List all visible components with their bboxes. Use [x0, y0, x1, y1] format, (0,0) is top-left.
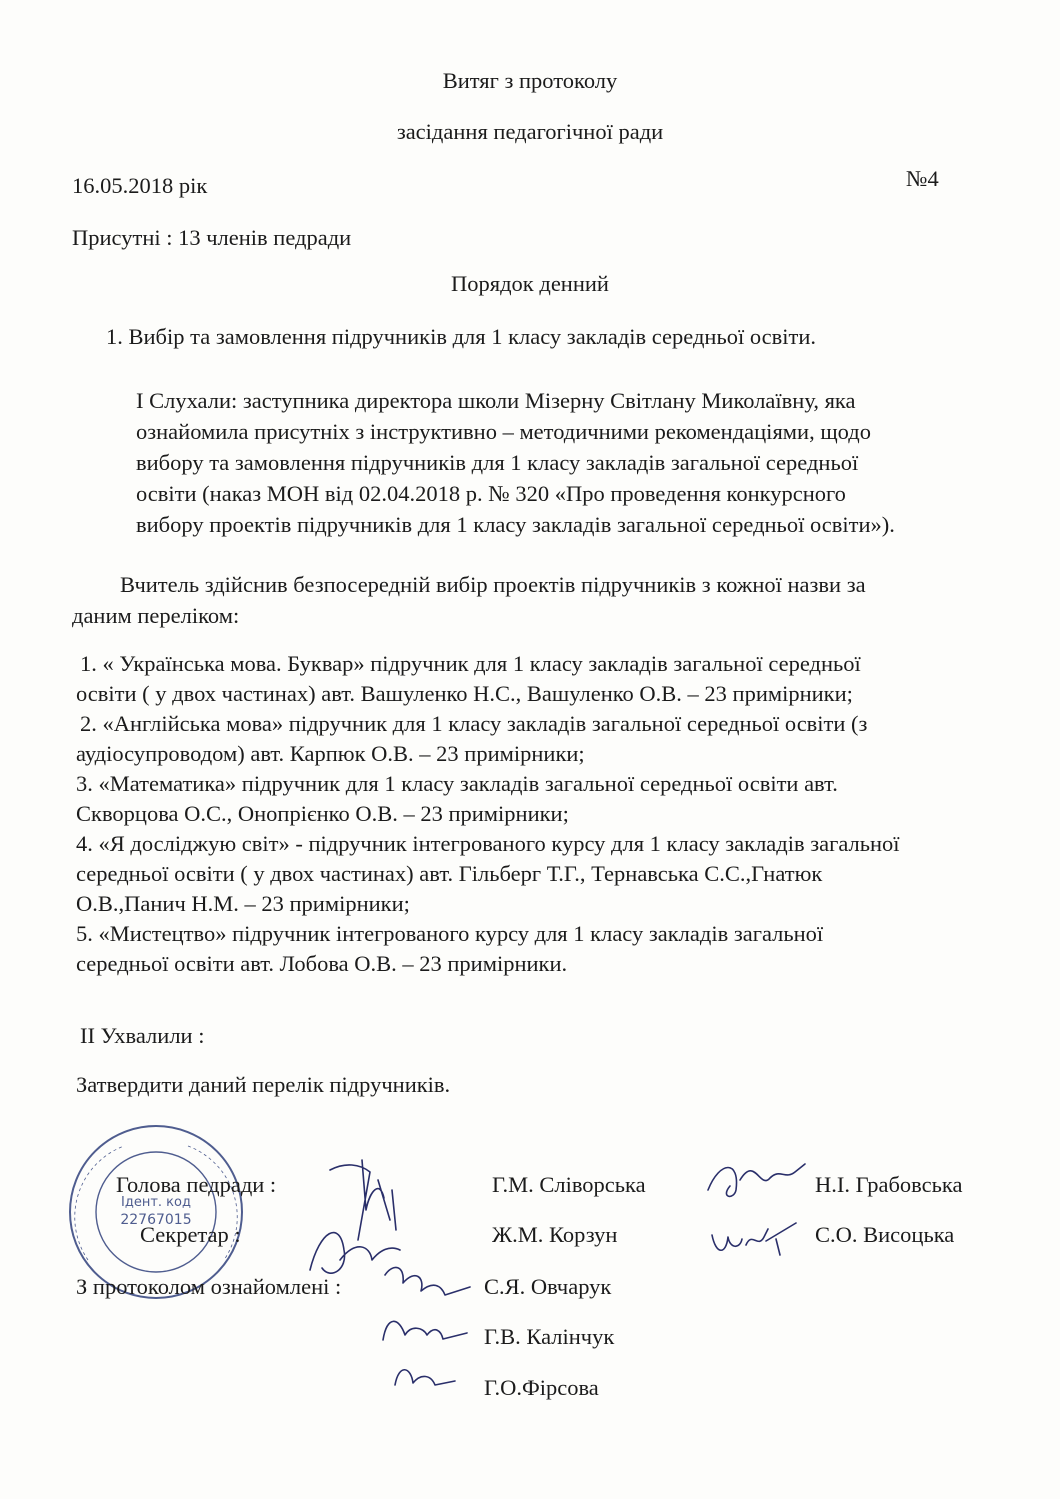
book-line: 2. «Англійська мова» підручник для 1 класу закладів загальної середньої освіти (з — [80, 711, 868, 736]
title-line-2: засідання педагогічної ради — [396, 119, 664, 144]
book-line: Скворцова О.С., Онопрієнко О.В. – 23 примірники; — [76, 801, 569, 826]
book-line: середньої освіти ( у двох частинах) авт. Гільберг Т.Г., Тернавська С.С.,Гнатюк — [76, 861, 823, 886]
book-line: 1. « Українська мова. Буквар» підручник для 1 класу закладів загальної середньої — [80, 651, 861, 676]
stamp-code: 22767015 — [120, 1212, 192, 1228]
book-line: О.В.,Панич Н.М. – 23 примірники; — [76, 891, 410, 916]
book-line: 3. «Математика» підручник для 1 класу закладів загальної середньої освіти авт. — [76, 771, 838, 796]
agenda-heading: Порядок денний — [451, 271, 609, 296]
secretary-name: Ж.М. Корзун — [492, 1222, 618, 1247]
secretary-label: Секретар : — [140, 1222, 241, 1247]
teacher-line: Вчитель здійснив безпосередній вибір проектів підручників з кожної назви за — [120, 572, 866, 597]
acquainted-name: Г.В. Калінчук — [484, 1324, 615, 1349]
books-list — [76, 649, 900, 979]
book-line: середньої освіти авт. Лобова О.В. – 23 примірники. — [76, 951, 568, 976]
book-line: 4. «Я досліджую світ» - підручник інтегрованого курсу для 1 класу закладів загальної — [76, 831, 900, 856]
resolved-heading: ІІ Ухвалили : — [80, 1023, 205, 1048]
head-label: Голова педради : — [116, 1172, 277, 1197]
heard-line: вибору та замовлення підручників для 1 класу закладів загальної середньої — [136, 450, 859, 475]
heard-line: ознайомила присутніх з інструктивно – методичними рекомендаціями, щодо — [136, 419, 871, 444]
book-line: 5. «Мистецтво» підручник інтегрованого курсу для 1 класу закладів загальної — [76, 921, 824, 946]
protocol-date: 16.05.2018 рік — [72, 173, 208, 198]
resolved-text: Затвердити даний перелік підручників. — [76, 1072, 451, 1097]
heard-line: вибору проектів підручників для 1 класу закладів загальної середньої освіти»). — [136, 512, 895, 537]
protocol-number: №4 — [906, 166, 939, 191]
heard-line: освіти (наказ МОН від 02.04.2018 р. № 320 «Про проведення конкурсного — [136, 481, 846, 506]
heard-paragraph — [136, 385, 895, 540]
member-signature-2 — [706, 1215, 806, 1265]
book-line: аудіосупроводом) авт. Карпюк О.В. – 23 примірники; — [76, 741, 585, 766]
acquainted-name: Г.О.Фірсова — [484, 1375, 599, 1400]
member-name-2: С.О. Висоцька — [815, 1222, 955, 1247]
present-line: Присутні : 13 членів педради — [72, 225, 352, 250]
member-signature-1 — [700, 1150, 810, 1210]
acquainted-name: С.Я. Овчарук — [484, 1274, 612, 1299]
stamp-code-label: Ідент. код — [121, 1195, 191, 1210]
acquainted-signatures — [375, 1255, 475, 1405]
teacher-line: даним переліком: — [72, 603, 240, 628]
acquainted-label: З протоколом ознайомлені : — [76, 1274, 342, 1299]
book-line: освіти ( у двох частинах) авт. Вашуленко Н.С., Вашуленко О.В. – 23 примірники; — [76, 681, 853, 706]
agenda-item: 1. Вибір та замовлення підручників для 1 класу закладів середньої освіти. — [106, 324, 817, 349]
member-name-1: Н.І. Грабовська — [815, 1172, 963, 1197]
title-line-1: Витяг з протоколу — [442, 68, 618, 93]
heard-line: І Слухали: заступника директора школи Мізерну Світлану Миколаївну, яка — [136, 388, 856, 413]
teacher-paragraph — [72, 569, 866, 631]
head-name: Г.М. Сліворська — [492, 1172, 646, 1197]
